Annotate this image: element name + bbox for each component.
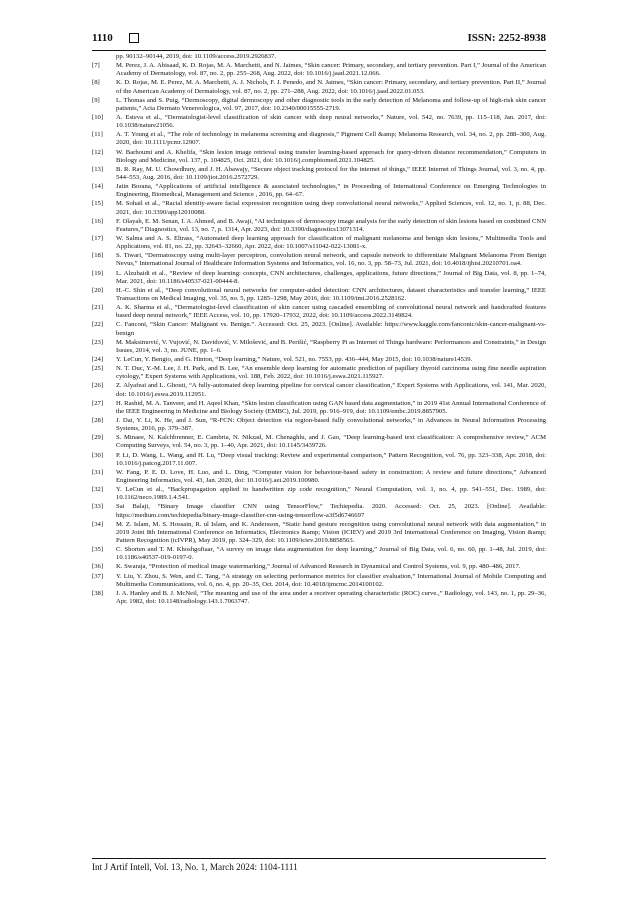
reference-number: [34] [92,520,104,528]
reference-text: C. Fanconi, “Skin Cancer: Malignant vs. Benign.”. Accessed: Oct. 25, 2023. [Online]. Available: https://www.kaggle.com/fanconic/skin-cancer-malignant-vs-benign [116,321,546,337]
reference-text: M. Perez, J. A. Abisaad, K. D. Rojas, M. A. Marchetti, and N. Jaimes, “Skin cancer: Primary, secondary, and tertiary prevention. Part I,” Journal of the American Academy of Dermatology, vol. 87, no. 2, pp. 255–268, Aug. 2022, doi: 10.1016/j.jaad.2021.12.066. [116,62,546,78]
reference-text: W. Barhoumi and A. Khelifa, “Skin lesion image retrieval using transfer learning-based approach for query-driven distance recommendation,” Computers in Biology and Medicine, vol. 137, p. 104825, Oct. 2021, doi: 10.1016/j.compbiomed.2021.104825. [116,148,546,164]
reference-item [92,287,546,303]
reference-number: [38] [92,589,104,597]
reference-number: [18] [92,252,104,260]
header-rule [92,50,546,51]
reference-continuation: pp. 90132–90144, 2019, doi: 10.1109/access.2019.2926837. [116,53,277,60]
reference-item [92,166,546,182]
reference-item [92,79,546,95]
reference-item [92,97,546,113]
reference-text: H. Rashid, M. A. Tanveer, and H. Aqeel Khan, “Skin lesion classification using GAN based data augmentation,” in 2019 41st Annual International Conference of the IEEE Engineering in Medicine and Biology Society (EMBC), Jul. 2019, pp. 916–919, doi: 10.1109/embc.2019.8857905. [116,399,546,415]
reference-item [92,521,546,545]
reference-number: [26] [92,382,104,390]
reference-item [92,183,546,199]
reference-item [92,400,546,416]
reference-number: [19] [92,269,104,277]
reference-number: [17] [92,235,104,242]
reference-text: Y. Liu, Y. Zhou, S. Wen, and C. Tang, “A strategy on selecting performance metrics for classifier evaluation,” International Journal of Mobile Computing and Multimedia Communications, vol. 6, no. 4, pp. 20–35, Oct. 2014, doi: 10.4018/ijmcmc.2014100102. [116,572,546,588]
reference-item [92,200,546,216]
reference-item [92,235,546,251]
reference-item [92,131,546,147]
reference-item [92,365,546,381]
reference-item [92,62,546,78]
reference-number: [31] [92,468,104,476]
reference-text: N. T. Duc, Y.-M. Lee, J. H. Park, and B. Lee, “An ensemble deep learning for automatic prediction of papillary thyroid carcinoma using fine needle aspiration cytology,” Expert Systems with Applications, vol. 188, Feb. 2022, doi: 10.1016/j.eswa.2021.115927. [116,365,546,381]
reference-text: B. R. Ray, M. U. Chowdhury, and J. H. Abawajy, “Secure object tracking protocol for the internet of things,” IEEE Internet of Things Journal, vol. 3, no. 4, pp. 544–553, Aug. 2016, doi: 10.1109/jiot.2016.2572729. [116,165,546,181]
reference-number: [22] [92,321,104,329]
reference-item [92,356,546,364]
reference-text: A. K. Sharma et al., “Dermatologist-level classification of skin cancer using cascaded ensembling of convolutional neural network and handcrafted features based deep neural network,” IEEE Access, vol. 10, pp. 17920–17932, 2022, doi: 10.1109/access.2022.3149824. [116,304,546,320]
reference-text: A. Esteva et al., “Dermatologist-level classification of skin cancer with deep neural networks,” Nature, vol. 542, no. 7639, pp. 115–118, Jan. 2017, doi: 10.1038/nature21056. [116,114,546,130]
reference-number: [16] [92,217,104,225]
reference-list [92,53,546,607]
reference-text: K. D. Rojas, M. E. Perez, M. A. Marchetti, A. J. Nichols, F. J. Penedo, and N. Jaimes, “Skin cancer: Primary, secondary, and tertiary prevention. Part II,” Journal of the American Academy of Dermatology, vol. 87, no. 2, pp. 271–288, Aug. 2022, doi: 10.1016/j.jaad.2022.01.053. [116,79,546,95]
reference-number: [25] [92,365,104,373]
reference-number: [11] [92,131,103,139]
reference-text: H.-C. Shin et al., “Deep convolutional neural networks for computer-aided detection: CNN architectures, dataset characteristics and transfer learning,” IEEE Transactions on Medical Imaging, vol. 35, no. 5, pp. 1285–1298, May 2016, doi: 10.1109/tmi.2016.2528162. [116,286,546,302]
reference-item [92,218,546,234]
reference-number: [14] [92,183,104,191]
reference-text: L. Thomas and S. Puig, “Dermoscopy, digital dermoscopy and other diagnostic tools in the early detection of Melanoma and follow-up of high-risk skin cancer patients,” Acta Dermato Venereologica, vol. 97, 2017, doi: 10.2340/00015555-2719. [116,96,546,112]
reference-item [92,434,546,450]
reference-number: [8] [92,79,100,87]
reference-item [92,417,546,433]
reference-text: J. Dai, Y. Li, K. He, and J. Sun, “R-FCN: Object detection via region-based fully convolutional networks,” in Advances in Neural Information Processing Systems, 2016, pp. 379–387. [116,417,546,433]
reference-number: [15] [92,200,104,208]
reference-number: [33] [92,503,104,511]
reference-text: P. Li, D. Wang, L. Wang, and H. Lu, “Deep visual tracking: Review and experimental comparison,” Pattern Recognition, vol. 76, pp. 323–338, Apr. 2018, doi: 10.1016/j.patcog.2017.11.007. [116,451,546,467]
reference-item [92,149,546,165]
reference-number: [35] [92,546,104,554]
reference-item [92,563,546,571]
reference-text: A. T. Young et al., “The role of technology in melanoma screening and diagnosis,” Pigment Cell &amp; Melanoma Research, vol. 34, no. 2, pp. 288–300, Aug. 2020, doi: 10.1111/pcmr.12907. [116,131,546,147]
reference-number: [7] [92,62,100,70]
reference-text: C. Shorten and T. M. Khoshgoftaar, “A survey on image data augmentation for deep learning,” Journal of Big Data, vol. 6, no. 60, pp. 1–48, Jul. 2019, doi: 10.1186/s40537-019-0197-0. [116,546,546,562]
reference-text: K. Swaraja, “Protection of medical image watermarking,” Journal of Advanced Research in Dynamical and Control Systems, vol. 9, pp. 480–486, 2017. [116,563,521,571]
reference-item [92,382,546,398]
reference-text: Jatin Borana, “Applications of artificial intelligence & associated technologies,” in Proceeding of International Conference on Emerging Technologies in Engineering, Biomedical, Management and Science , 2016, pp. 64–67. [116,183,546,199]
reference-item [92,252,546,268]
reference-item [92,321,546,337]
reference-text: F. Olayah, E. M. Senan, I. A. Ahmed, and B. Awaji, “AI techniques of dermoscopy image analysis for the early detection of skin lesions based on combined CNN Features,” Diagnostics, vol. 13, no. 7, p. 1314, Apr. 2023, doi: 10.3390/diagnostics13071314. [116,217,546,233]
reference-text: L. Alzubaidi et al., “Review of deep learning: concepts, CNN architectures, challenges, applications, future directions,” Journal of Big Data, vol. 8, pp. 1–74, Mar. 2021, doi: 10.1186/s40537-021-00444-8. [116,269,546,285]
reference-number: [24] [92,355,104,363]
reference-number: [37] [92,572,104,580]
reference-text: Y. LeCun et al., “Backpropagation applied to handwritten zip code recognition,” Neural Computation, vol. 1, no. 4, pp. 541–551, Dec. 1989, doi: 10.1162/neco.1989.1.4.541. [116,486,546,502]
reference-number: [13] [92,165,104,173]
reference-item [92,590,546,606]
footer-citation: Int J Artif Intell, Vol. 13, No. 1, March 2024: 1104-1111 [92,862,298,872]
reference-number: [28] [92,417,104,424]
reference-text: S. Minaee, N. Kalchbrenner, E. Cambria, N. Nikzad, M. Chenaghlu, and J. Gao, “Deep learning-based text classification: A comprehensive review,” ACM Computing Surveys, vol. 54, no. 3, pp. 1–40, Apr. 2021, doi: 10.1145/3439726. [116,434,546,450]
reference-text: S. Tiwari, “Dermatoscopy using multi-layer perceptron, convolution neural network, and capsule network to differentiate Malignant Melanoma From Benign Nevus,” International Journal of Healthcare Information Systems and Informatics, vol. 16, no. 3, pp. 58–73, Jul. 2021, doi: 10.4018/ijhisi.20210701.oa4. [116,252,546,268]
reference-text: Z. Alyafeai and L. Ghouti, “A fully-automated deep learning pipeline for cervical cancer classification,” Expert Systems with Applications, vol. 141, Mar. 2020, doi: 10.1016/j.eswa.2019.112951. [116,382,546,398]
reference-text: Sai Balaji, “Binary Image classifier CNN using TensorFlow,” Techiepedia. 2020. Accessed: Oct. 25, 2023. [Online]. Available: https://medium.com/techiepedia/binary-image-classifier-cnn-using-tensorflow-a3f5d6746697 [116,503,546,519]
reference-text: W. Salma and A. S. Eltrass, “Automated deep learning approach for classification of malignant melanoma and benign skin lesions,” Multimedia Tools and Applications, vol. 81, no. 22, pp. 32643–32660, Apr. 2022, doi: 10.1007/s11042-022-13081-x. [116,235,546,251]
page-header [92,30,546,46]
reference-item [92,573,546,589]
reference-number: [30] [92,451,104,459]
reference-number: [12] [92,148,104,156]
reference-text: W. Fang, P. E. D. Love, H. Luo, and L. Ding, “Computer vision for behaviour-based safety in construction: A review and future directions,” Advanced Engineering Informatics, vol. 43, Jan. 2020, doi: 10.1016/j.aei.2019.100980. [116,468,546,484]
reference-number: [10] [92,114,104,122]
reference-item [92,339,546,355]
page-number: 1110 [92,32,113,44]
reference-text: J. A. Hanley and B. J. McNeil, “The meaning and use of the area under a receiver operating characteristic (ROC) curve.,” Radiology, vol. 143, no. 1, pp. 29–36, Apr. 1982, doi: 10.1148/radiology.143.1.7063747. [116,589,546,605]
reference-number: [23] [92,338,104,346]
reference-number: [21] [92,304,104,312]
reference-item [92,304,546,320]
reference-text: M. Maksimović, V. Vujović, N. Davidović, V. Milošević, and B. Perišić, “Raspberry Pi as Internet of Things hardware: Performances and Constraints,” in Design Issues, 2014, vol. 3, no. JUNE, pp. 1–6. [116,338,546,354]
issn-label: ISSN: 2252-8938 [467,32,546,44]
reference-number: [9] [92,96,100,104]
reference-item [92,452,546,468]
square-icon [129,33,139,43]
reference-number: [32] [92,486,104,494]
reference-text: M. Sohail et al., “Racial identity-aware facial expression recognition using deep convolutional neural networks,” Applied Sciences, vol. 12, no. 1, p. 88, Dec. 2021, doi: 10.3390/app12010088. [116,200,546,216]
reference-number: [29] [92,434,104,442]
reference-item [92,114,546,130]
reference-number: [27] [92,399,104,407]
reference-item [92,469,546,485]
reference-item [92,546,546,562]
reference-text: Y. LeCun, Y. Bengio, and G. Hinton, “Deep learning,” Nature, vol. 521, no. 7553, pp. 436–444, May 2015, doi: 10.1038/nature14539. [116,355,473,363]
reference-number: [20] [92,286,104,294]
reference-number: [36] [92,563,104,571]
reference-item [92,503,546,519]
reference-item [92,486,546,502]
reference-item [92,270,546,286]
reference-text: M. Z. Islam, M. S. Hossain, R. ul Islam, and K. Andersson, “Static hand gesture recognition using convolutional neural network with data augmentation,” in 2019 Joint 8th International Conference on Informatics, Electronics &amp; Vision (ICIEV) and 2019 3rd International Conference on Imaging, Vision &amp; Pattern Recognition (icIVPR), May 2019, pp. 324–329, doi: 10.1109/iciev.2019.8858563. [116,520,546,544]
footer-rule [92,858,546,859]
